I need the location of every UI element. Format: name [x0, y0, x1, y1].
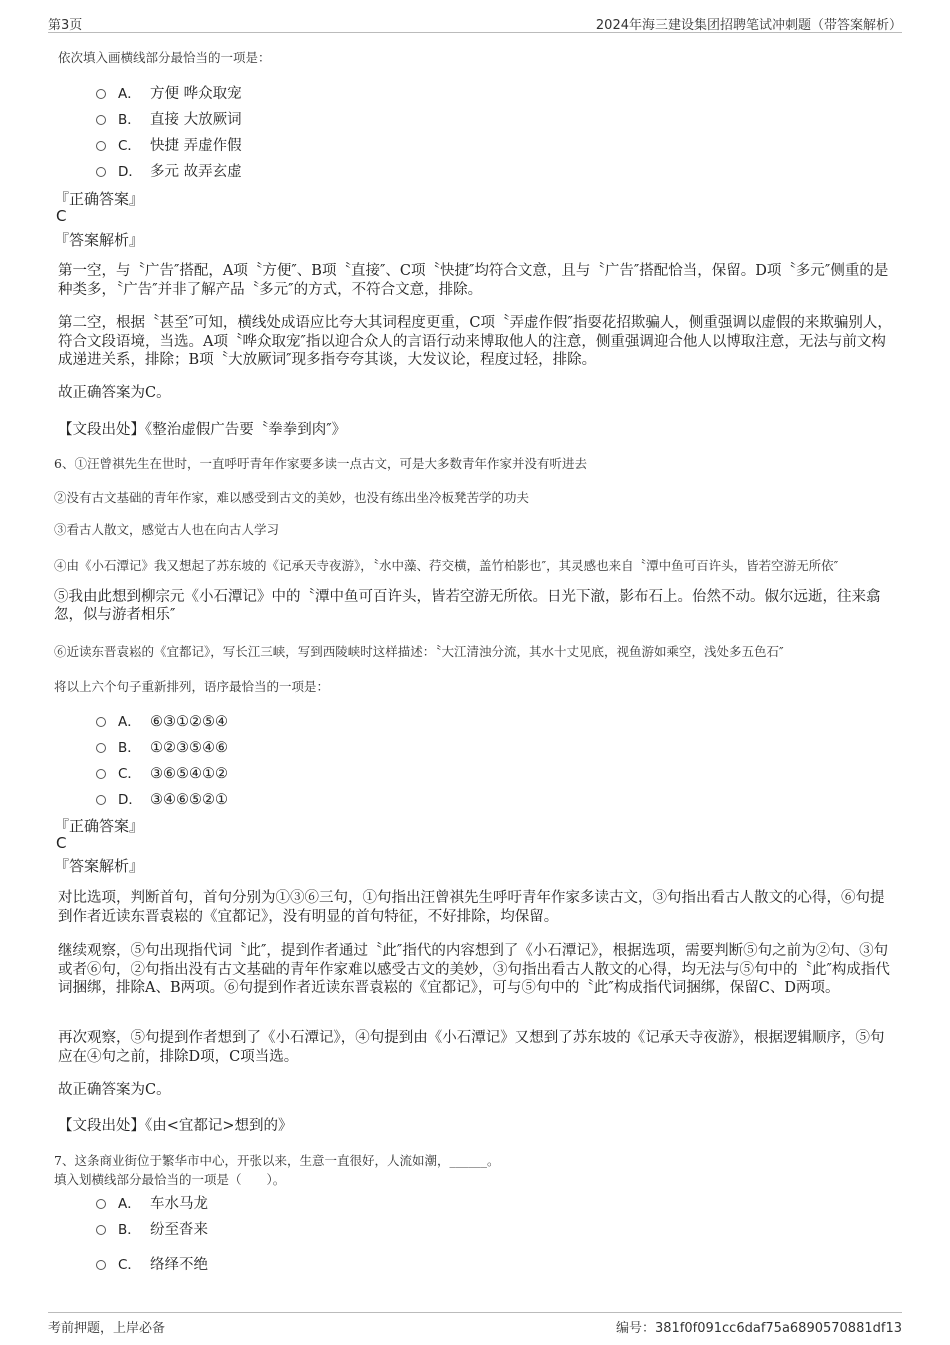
q6-option-d[interactable]: D． ③④⑥⑤②①: [96, 788, 228, 808]
radio-icon[interactable]: [96, 795, 106, 805]
radio-icon[interactable]: [96, 1225, 106, 1235]
q5-answer: C: [56, 207, 67, 225]
radio-icon[interactable]: [96, 115, 106, 125]
radio-icon[interactable]: [96, 141, 106, 151]
page-footer: [48, 1312, 902, 1335]
q7-option-b[interactable]: B． 纷至沓来: [96, 1218, 208, 1239]
q6-option-b[interactable]: B． ①②③⑤④⑥: [96, 736, 228, 756]
document-id: 编号：381f0f091cc6daf75a6890570881df13: [615, 1321, 902, 1336]
q6-analysis-conclusion: 故正确答案为C。: [58, 1082, 171, 1098]
q6-sentence-6: ⑥近读东晋袁崧的《宜都记》，写长江三峡，写到西陵峡时这样描述：〝大江清浊分流，其水十丈见底，视鱼游如乘空，浅处多五色石″: [54, 644, 784, 659]
radio-icon[interactable]: [96, 769, 106, 779]
q5-option-d[interactable]: D． 多元 故弄玄虚: [96, 160, 242, 181]
q6-analysis-para-2: 继续观察，⑤句出现指代词〝此″，提到作者通过〝此″指代的内容想到了《小石潭记》，根据选项，需要判断⑤句之前为②句、③句或者⑥句，②句指出没有古文基础的青年作家难以感受古文的美妙，③句指出看古人散文的心得，均无法与⑤句中的〝此″构成指代词捆绑，排除A、B两项。⑥句提到作者近读东晋袁崧的《宜都记》，可与⑤句中的〝此″构成指代词捆绑，保留C、D两项。: [58, 943, 890, 996]
q7-stem: 7、这条商业街位于繁华市中心，开张以来，生意一直很好，人流如潮，______。: [54, 1153, 500, 1168]
q6-sentence-1: 6、①汪曾祺先生在世时，一直呼吁青年作家要多读一点古文，可是大多数青年作家并没有听进去: [54, 456, 587, 471]
radio-icon[interactable]: [96, 717, 106, 727]
q5-analysis-para-1: 第一空，与〝广告″搭配，A项〝方便″、B项〝直接″、C项〝快捷″均符合文意，且与〝广告″搭配恰当，保留。D项〝多元″侧重的是种类多，〝广告″并非了解产品〝多元″的方式，不符合文意，排除。: [58, 263, 889, 298]
page-number: 第3页: [48, 18, 83, 33]
q5-prompt: 依次填入画横线部分最恰当的一项是：: [58, 50, 271, 65]
q5-source: 【文段出处】《整治虚假广告要〝拳拳到肉″》: [58, 422, 347, 438]
q6-option-a[interactable]: A． ⑥③①②⑤④: [96, 710, 228, 730]
q7-prompt: 填入划横线部分最恰当的一项是（ ）。: [54, 1172, 286, 1187]
document-title: 2024年海三建设集团招聘笔试冲刺题（带答案解析）: [595, 18, 902, 33]
q7-option-a[interactable]: A． 车水马龙: [96, 1192, 208, 1213]
q5-analysis-label: 『答案解析』: [54, 231, 145, 249]
radio-icon[interactable]: [96, 167, 106, 177]
q6-answer-label: 『正确答案』: [54, 817, 145, 835]
radio-icon[interactable]: [96, 743, 106, 753]
q6-sentence-4: ④由《小石潭记》我又想起了苏东坡的《记承天寺夜游》，〝水中藻、荇交横，盖竹柏影也″，其灵感也来自〝潭中鱼可百许头，皆若空游无所依″: [54, 558, 839, 573]
q6-analysis-para-3: 再次观察，⑤句提到作者想到了《小石潭记》，④句提到由《小石潭记》又想到了苏东坡的《记承天寺夜游》，根据逻辑顺序，⑤句应在④句之前，排除D项，C项当选。: [58, 1030, 885, 1065]
q5-option-b[interactable]: B． 直接 大放厥词: [96, 108, 242, 129]
q6-sentence-2: ②没有古文基础的青年作家，难以感受到古文的美妙，也没有练出坐冷板凳苦学的功夫: [54, 490, 530, 505]
radio-icon[interactable]: [96, 89, 106, 99]
q5-option-c[interactable]: C． 快捷 弄虚作假: [96, 134, 242, 155]
radio-icon[interactable]: [96, 1260, 106, 1270]
q6-sentence-5: ⑤我由此想到柳宗元《小石潭记》中的〝潭中鱼可百许头，皆若空游无所依。日光下澈，影布石上。佁然不动。俶尔远逝，往来翕忽，似与游者相乐″: [54, 589, 881, 623]
q5-option-a[interactable]: A． 方便 哗众取宠: [96, 82, 242, 103]
q6-option-c[interactable]: C． ③⑥⑤④①②: [96, 762, 228, 782]
q6-prompt: 将以上六个句子重新排列，语序最恰当的一项是：: [54, 679, 330, 694]
footer-slogan: 考前押题，上岸必备: [48, 1321, 166, 1336]
q5-analysis-para-2: 第二空，根据〝甚至″可知，横线处成语应比夸大其词程度更重，C项〝弄虚作假″指耍花招欺骗人，侧重强调以虚假的来欺骗别人，符合文段语境，当选。A项〝哗众取宠″指以迎合众人的言语行动来博取他人的注意，侧重强调迎合他人以博取注意，无法与前文构成递进关系，排除；B项〝大放厥词″现多指夸夸其谈，大发议论，程度过轻，排除。: [58, 315, 892, 368]
q5-answer-label: 『正确答案』: [54, 190, 145, 208]
q5-analysis-conclusion: 故正确答案为C。: [58, 385, 171, 401]
q6-analysis-label: 『答案解析』: [54, 857, 145, 875]
q6-analysis-para-1: 对比选项，判断首句，首句分别为①③⑥三句，①句指出汪曾祺先生呼吁青年作家多读古文，③句指出看古人散文的心得，⑥句提到作者近读东晋袁崧的《宜都记》，没有明显的首句特征，不好排除，均保留。: [58, 890, 885, 925]
q7-option-c[interactable]: C． 络绎不绝: [96, 1253, 208, 1274]
q6-source: 【文段出处】《由<宜都记>想到的》: [58, 1118, 293, 1134]
radio-icon[interactable]: [96, 1199, 106, 1209]
page-header: [48, 12, 902, 33]
q6-answer: C: [56, 834, 67, 852]
q6-sentence-3: ③看古人散文，感觉古人也在向古人学习: [54, 522, 280, 537]
